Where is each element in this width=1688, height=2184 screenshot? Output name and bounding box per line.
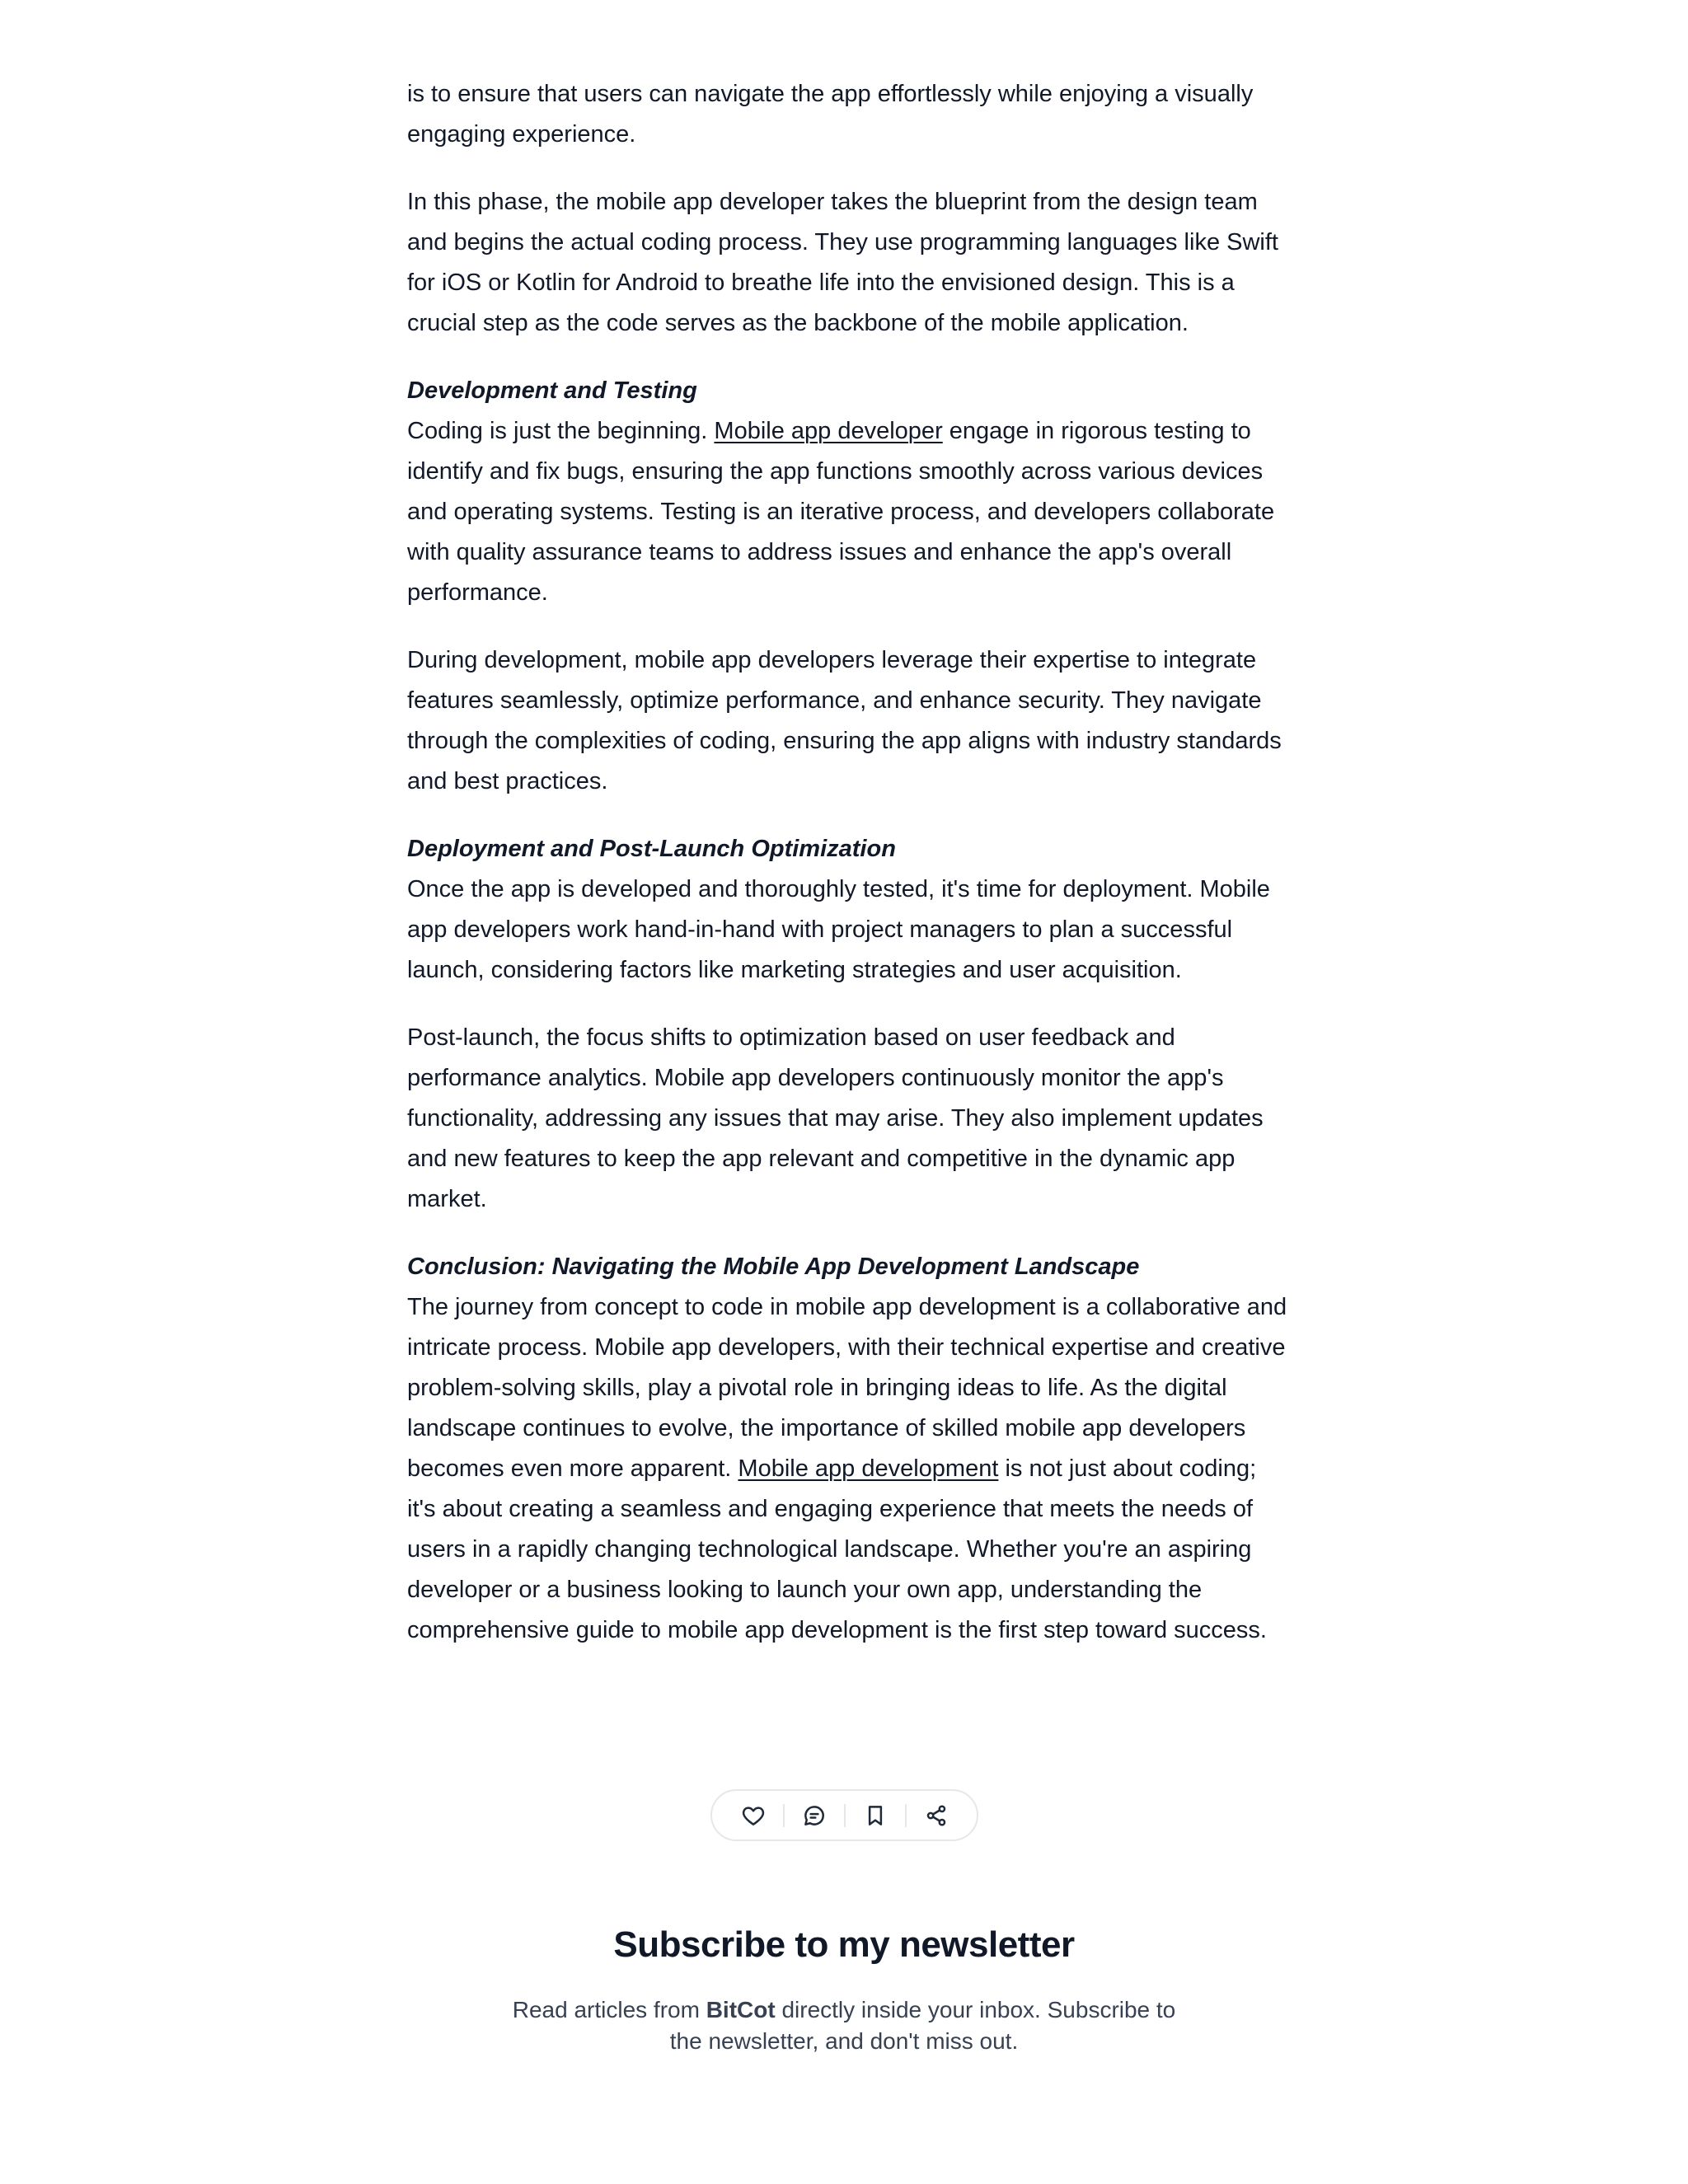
- link-mobile-app-developer[interactable]: Mobile app developer: [714, 418, 943, 444]
- heading-development-testing: Development and Testing: [407, 377, 697, 404]
- heart-icon: [741, 1803, 766, 1828]
- newsletter-description: [506, 1994, 1182, 2057]
- text-testing-before-link: Coding is just the beginning.: [407, 418, 715, 444]
- bookmark-icon: [863, 1803, 888, 1828]
- paragraph-during-development: During development, mobile app developers leverage their expertise to integrate features seamlessly, optimize performance, and enhance security. They navigate through the complexities of coding, ensuring the app aligns with industry standards and best practices.: [407, 647, 1282, 794]
- bookmark-button[interactable]: [846, 1791, 905, 1840]
- section-development-testing: [407, 371, 1289, 613]
- like-button[interactable]: [724, 1791, 783, 1840]
- text-testing-after-link: engage in rigorous testing to identify and fix bugs, ensuring the app functions smoothly across various devices and operating systems. Testing is an iterative process, and developers collaborate with quality assurance teams to address issues and enhance the app's overall performance.: [407, 418, 1275, 606]
- heading-deployment: Deployment and Post-Launch Optimization: [407, 836, 896, 862]
- paragraph-post-launch: Post-launch, the focus shifts to optimization based on user feedback and performance analytics. Mobile app developers continuously monitor the app's functionality, addressing any issues that may arise. They also implement updates and new features to keep the app relevant and competitive in the dynamic app market.: [407, 1024, 1264, 1212]
- newsletter-brand: BitCot: [706, 1997, 776, 2022]
- section-deployment: [407, 829, 1289, 991]
- newsletter-desc-after: directly inside your inbox. Subscribe to the newsletter, and don't miss out.: [669, 1997, 1176, 2054]
- comment-icon: [802, 1803, 827, 1828]
- share-button[interactable]: [907, 1791, 966, 1840]
- text-deployment: Once the app is developed and thoroughly tested, it's time for deployment. Mobile app developers work hand-in-hand with project managers to plan a successful launch, considering factors like marketing strategies and user acquisition.: [407, 876, 1270, 983]
- reaction-bar: [710, 1789, 978, 1841]
- link-mobile-app-development[interactable]: Mobile app development: [738, 1455, 999, 1482]
- heading-conclusion: Conclusion: Navigating the Mobile App Development Landscape: [407, 1254, 1140, 1280]
- share-icon: [924, 1803, 949, 1828]
- text-conclusion-before-link: The journey from concept to code in mobile app development is a collaborative and intricate process. Mobile app developers, with their technical expertise and creative problem-solving skills, play a pivotal role in bringing ideas to life. As the digital landscape continues to evolve, the importance of skilled mobile app developers becomes even more apparent.: [407, 1294, 1287, 1482]
- section-conclusion: [407, 1247, 1289, 1651]
- newsletter-title: Subscribe to my newsletter: [613, 1924, 1075, 1965]
- newsletter-desc-before: Read articles from: [512, 1997, 706, 2022]
- paragraph-coding-phase: In this phase, the mobile app developer takes the blueprint from the design team and begins the actual coding process. They use programming languages like Swift for iOS or Kotlin for Android to breathe life into the envisioned design. This is a crucial step as the code serves as the backbone of the mobile application.: [407, 189, 1278, 336]
- paragraph-intro-end: is to ensure that users can navigate the app effortlessly while enjoying a visually engaging experience.: [407, 81, 1254, 148]
- comment-button[interactable]: [785, 1791, 844, 1840]
- article-body: [407, 74, 1289, 1678]
- text-conclusion-after-link: is not just about coding; it's about creating a seamless and engaging experience that meets the needs of users in a rapidly changing technological landscape. Whether you're an aspiring developer or a business looking to launch your own app, understanding the comprehensive guide to mobile app development is the first step toward success.: [407, 1455, 1267, 1643]
